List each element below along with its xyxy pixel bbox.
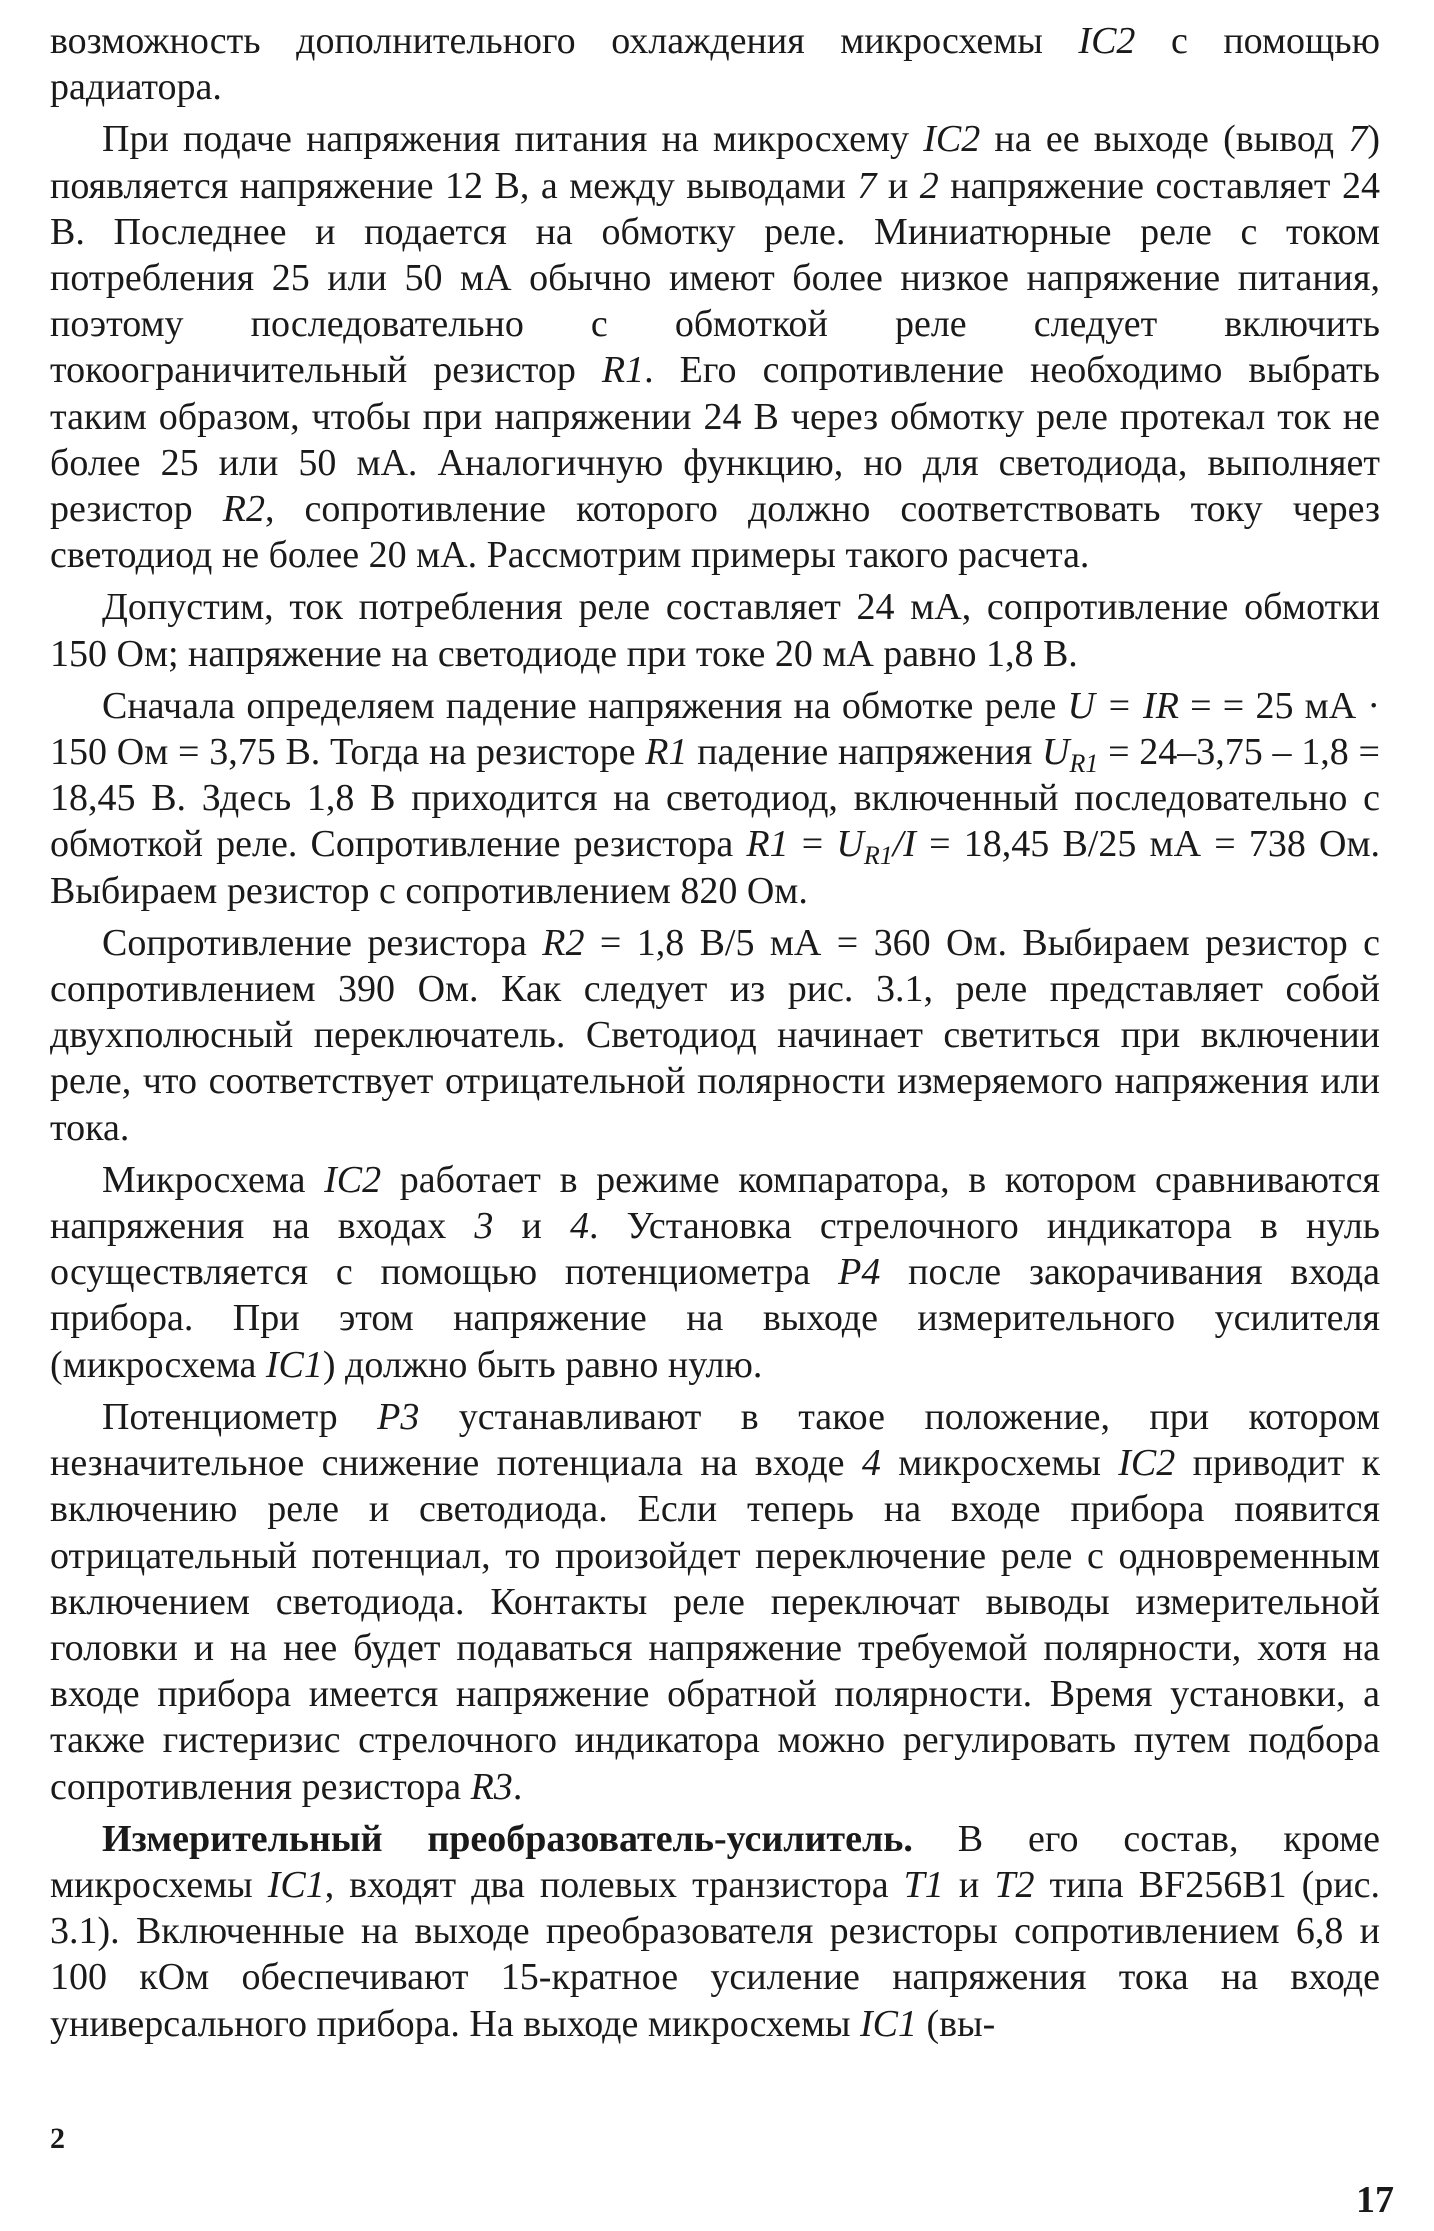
paragraph-5: Сопротивление резистора R2 = 1,8 В/5 мА = 360 Ом. Выбираем резистор с сопротивлением 390 Ом. Как следует из рис. 3.1, реле представляет собой двухполюсный переключатель. Светодиод начинает светиться при включении реле, что соответствует отрицательной полярности измеряемого напряжения или тока. xyxy=(50,921,1380,1149)
paragraph-8: Измерительный преобразователь-усилитель. В его состав, кроме микросхемы IC1, входят два полевых транзистора T1 и T2 типа BF256B1 (рис. 3.1). Включенные на выходе преобразователя резисторы сопротивлением 6,8 и 100 кОм обеспечивают 15-кратное усиление напряжения тока на входе универсального прибора. На выходе микросхемы IC1 (вы- xyxy=(50,1817,1381,2045)
paragraph-4: Сначала определяем падение напряжения на обмотке реле U = IR = = 25 мА · 150 Ом = 3,75 В. Тогда на резисторе R1 падение напряжения $U_{R1} = 24-3,75 - 1,8 = 18,45$ В. Здесь 1,8 В приходится на светодиод, включенный последовательно с обмоткой реле. Сопротивление резистора $R1 = U_{R1}/I = 18,45$ В/25 мА = 738 Ом. Выбираем резистор с сопротивлением 820 Ом. xyxy=(50,684,1381,912)
paragraph-3: Допустим, ток потребления реле составляет 24 мА, сопротивление обмотки 150 Ом; напряжение на светодиоде при токе 20 мА равно 1,8 В. xyxy=(50,586,1380,675)
section-heading: Измерительный преобразователь-усилитель. xyxy=(102,1817,913,1860)
page-body xyxy=(50,18,1380,2053)
paragraph-2: При подаче напряжения питания на микросхему IC2 на ее выходе (вывод 7) появляется напряжение 12 В, а между выводами 7 и 2 напряжение составляет 24 В. Последнее и подается на обмотку реле. Миниатюрные реле с током потребления 25 или 50 мА обычно имеют более низкое напряжение питания, поэтому последовательно с обмоткой реле следует включить токоограничительный резистор R1. Его сопротивление необходимо выбрать таким образом, чтобы при напряжении 24 В через обмотку реле протекал ток не более 25 или 50 мА. Аналогичную функцию, но для светодиода, выполняет резистор R2, сопротивление которого должно соответствовать току через светодиод не более 20 мА. Рассмотрим примеры такого расчета. xyxy=(50,118,1381,577)
signature-mark: 2 xyxy=(50,2122,65,2155)
paragraph-7: Потенциометр P3 устанавливают в такое положение, при котором незначительное снижение потенциала на входе 4 микросхемы IC2 приводит к включению реле и светодиода. Если теперь на входе прибора появится отрицательный потенциал, то произойдет переключение реле с одновременным включением светодиода. Контакты реле переключат выводы измерительной головки и на нее будет подаваться напряжение требуемой полярности, хотя на входе прибора имеется напряжение обратной полярности. Время установки, а также гистеризис стрелочного индикатора можно регулировать путем подбора сопротивления резистора R3. xyxy=(50,1395,1381,1808)
paragraph-6: Микросхема IC2 работает в режиме компаратора, в котором сравниваются напряжения на входах 3 и 4. Установка стрелочного индикатора в нуль осуществляется с помощью потенциометра P4 после закорачивания входа прибора. При этом напряжение на выходе измерительного усилителя (микросхема IC1) должно быть равно нулю. xyxy=(50,1158,1380,1386)
paragraph-1: возможность дополнительного охлаждения микросхемы IC2 с помощью радиатора. xyxy=(50,20,1380,109)
page-number: 17 xyxy=(1356,2179,1394,2221)
